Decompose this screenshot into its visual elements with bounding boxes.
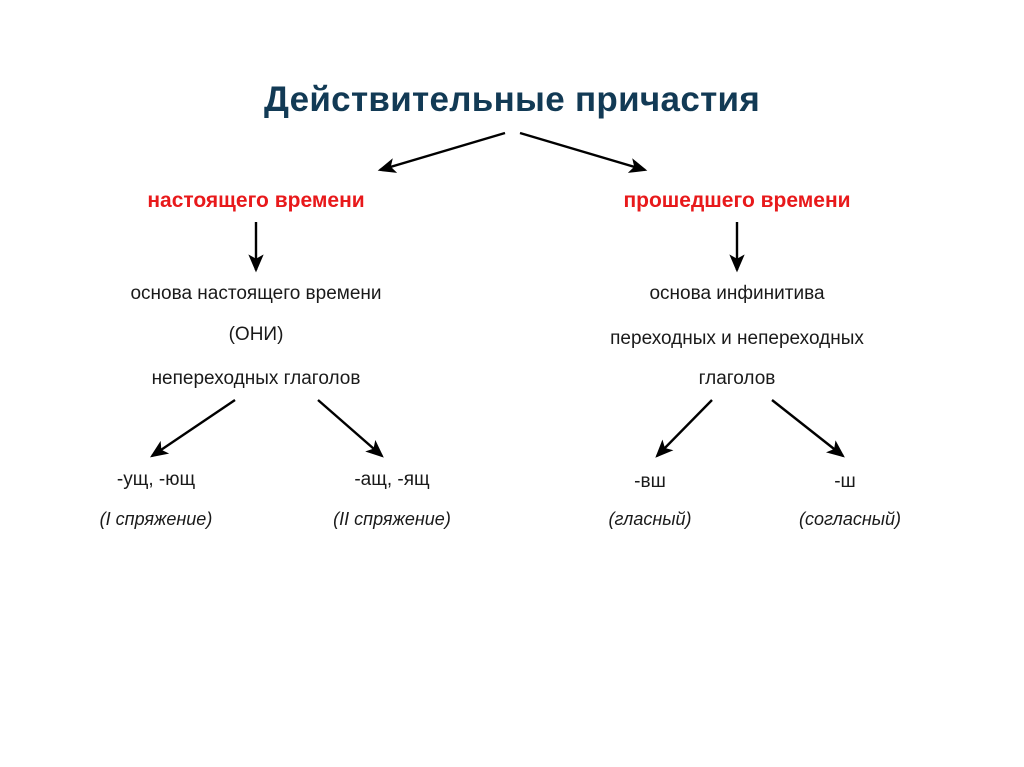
arrow-past-base-to-leaf-1 (657, 400, 712, 456)
past-leaf-2-note: (согласный) (799, 509, 901, 529)
arrow-title-to-past (520, 133, 645, 170)
present-leaf-2-note: (II спряжение) (333, 509, 451, 529)
arrow-present-base-to-leaf-1 (152, 400, 235, 456)
present-leaf-2-suffix: -ащ, -ящ (354, 469, 430, 490)
arrow-present-base-to-leaf-2 (318, 400, 382, 456)
present-base-line-1: основа настоящего времени (130, 283, 382, 304)
arrow-past-base-to-leaf-2 (772, 400, 843, 456)
branch-heading-past: прошедшего времени (623, 189, 851, 212)
past-leaf-1-suffix: -вш (634, 471, 666, 492)
arrow-title-to-present (380, 133, 505, 170)
branch-heading-present: настоящего времени (147, 189, 365, 212)
present-leaf-1-suffix: -ущ, -ющ (116, 469, 196, 490)
past-leaf-1-note: (гласный) (608, 509, 692, 529)
past-base-line-1: основа инфинитива (649, 283, 825, 304)
past-base-line-3: глаголов (698, 368, 776, 389)
past-leaf-2-suffix: -ш (834, 471, 856, 492)
present-base-line-3: непереходных глаголов (151, 368, 361, 389)
past-base-line-2: переходных и непереходных (610, 328, 864, 349)
present-base-line-2: (ОНИ) (228, 324, 284, 345)
page-title: Действительные причастия (263, 80, 761, 119)
present-leaf-1-note: (I спряжение) (99, 509, 213, 529)
